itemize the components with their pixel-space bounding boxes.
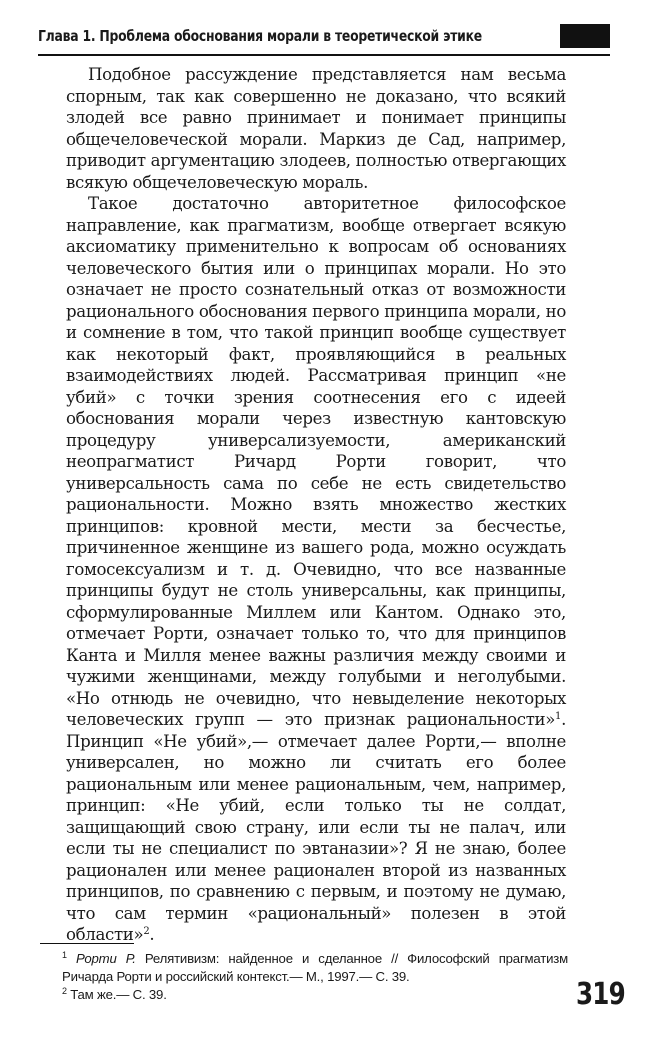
footnote-divider xyxy=(40,943,134,944)
header-black-bar xyxy=(560,24,610,48)
footnote-2-text: Там же.— С. 39. xyxy=(66,987,167,1002)
footnote-2-mark: 2 xyxy=(62,986,67,996)
paragraph-2-end: . xyxy=(149,925,155,944)
running-header xyxy=(38,22,610,56)
paragraph-1: Подобное рассуждение представляется нам весьма спорным, так как совершенно не доказано, что всякий злодей все равно принимает и понимает принципы общечеловеческой морали. Маркиз де Сад, например, приводит аргументацию злодеев, полностью отвергающих всякую общечеловеческую мораль. xyxy=(66,65,566,192)
footnote-ref-1: 1 xyxy=(555,711,562,722)
footnote-1-mark: 1 xyxy=(62,950,67,960)
paragraph-2-text-b: . Принцип «Не убий»,— отмечает далее Рорти,— вполне универсален, но можно ли считать его более рациональным или менее рациональным, чем, например, принцип: «Не убий, если только ты не солдат, защищающий свою страну, или если ты не палач, или если ты не специалист по эвтаназии»? Я не знаю, более рационален или менее рационален второй из названных принципов, по сравнению с первым, и поэтому не думаю, что сам термин «рациональный» полезен в этой области» xyxy=(66,710,566,944)
footnote-ref-2: 2 xyxy=(143,926,150,937)
footnote-1-author: Рорти Р. xyxy=(75,951,136,966)
footnote-2 xyxy=(40,986,568,1004)
footnote-1-text: Релятивизм: найденное и сделанное // Философский прагматизм Ричарда Рорти и российский контекст.— М., 1997.— С. 39. xyxy=(62,951,568,984)
footnotes xyxy=(40,950,568,1004)
paragraph-2-text-a: Такое достаточно авторитетное философское направление, как прагматизм, вообще отвергает всякую аксиоматику применительно к вопросам об основаниях человеческого бытия или о принципах морали. Но это означает не просто сознательный отказ от возможности рационального обоснования первого принципа морали, но и сомнение в том, что такой принцип вообще существует как некоторый факт, проявляющийся в реальных взаимодействиях людей. Рассматривая принцип «не убий» с точки зрения соотнесения его с идеей обоснования морали через известную кантовскую процедуру универсализуемости, американский неопрагматист Ричард Рорти говорит, что универсальность сама по себе не есть свидетельство рациональности. Можно взять множество жестких принципов: кровной мести, мести за бесчестье, причиненное женщине из вашего рода, можно осуждать гомосексуализм и т. д. Очевидно, что все названные принципы будут не столь универсальны, как принципы, сформулированные Миллем или Кантом. Однако это, отмечает Рорти, означает только то, что для принципов Канта и Милля менее важны различия между своими и чужими женщинами, между голубыми и неголубыми. «Но отнюдь не очевидно, что невыделение некоторых человеческих групп — это признак рациональности» xyxy=(66,194,566,729)
chapter-title: Глава 1. Проблема обоснования морали в теоретической этике xyxy=(38,27,482,45)
paragraph-2 xyxy=(66,193,566,946)
main-text xyxy=(66,64,566,946)
page-number: 319 xyxy=(576,977,625,1012)
footnote-1 xyxy=(40,950,568,986)
